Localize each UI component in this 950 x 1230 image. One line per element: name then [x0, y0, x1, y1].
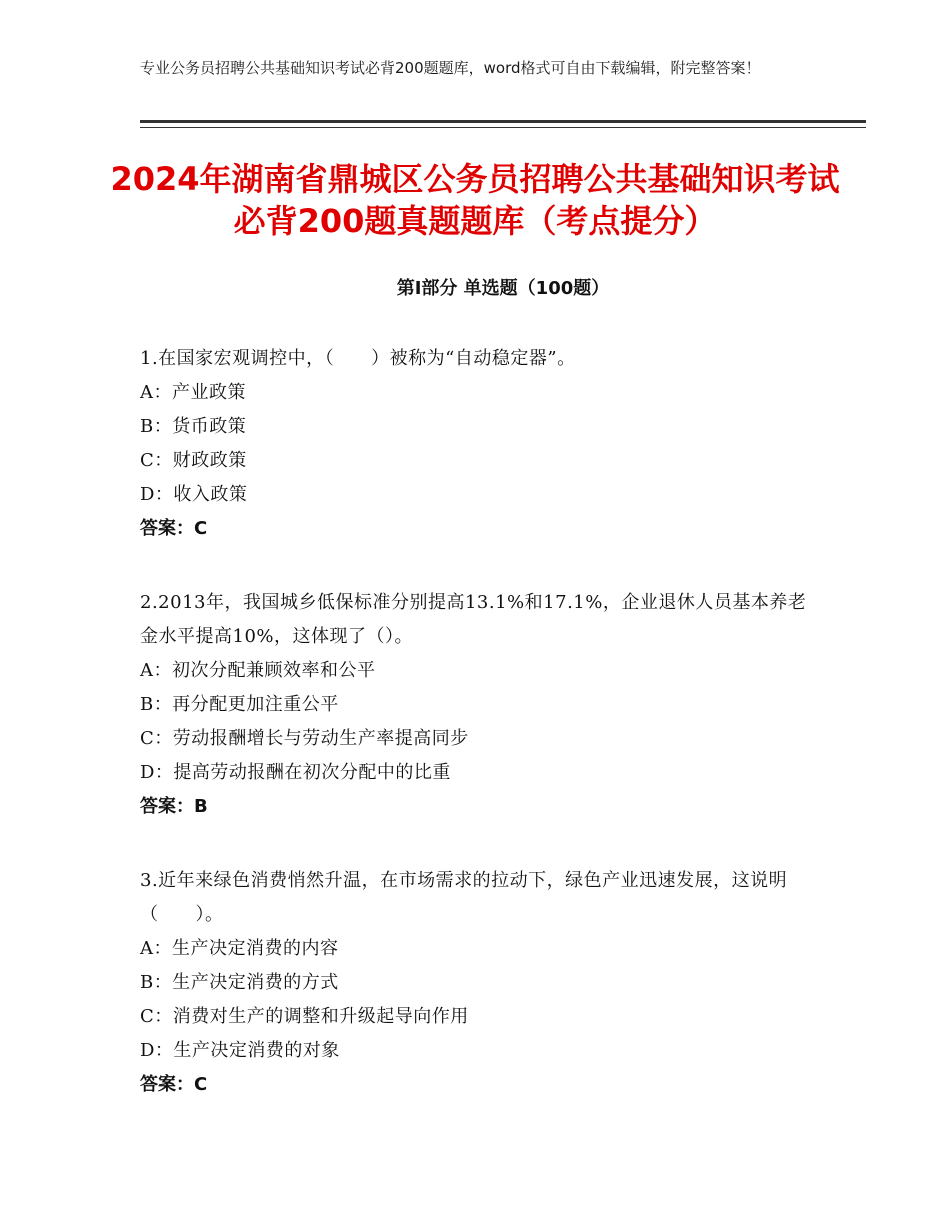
- option-d: D：收入政策: [140, 484, 248, 505]
- question-stem: 3.近年来绿色消费悄然升温，在市场需求的拉动下，绿色产业迅速发展，这说明（ ）。: [140, 870, 788, 925]
- header-note: 专业公务员招聘公共基础知识考试必背200题题库，word格式可自由下载编辑，附完整答案！: [140, 59, 761, 77]
- option-a: A：产业政策: [140, 382, 246, 403]
- option-d: D：生产决定消费的对象: [140, 1040, 340, 1061]
- question-stem: 1.在国家宏观调控中，（ ）被称为“自动稳定器”。: [140, 348, 576, 369]
- header-rule-thick: [140, 120, 866, 123]
- question-list: [140, 342, 820, 1142]
- answer: 答案：C: [140, 518, 208, 539]
- option-b: B：生产决定消费的方式: [140, 972, 339, 993]
- answer: 答案：C: [140, 1074, 208, 1095]
- question-stem: 2.2013年，我国城乡低保标准分别提高13.1%和17.1%，企业退休人员基本养老金水平提高10%，这体现了（）。: [140, 592, 807, 647]
- question-2: [140, 586, 820, 824]
- option-c: C：劳动报酬增长与劳动生产率提高同步: [140, 728, 469, 749]
- option-a: A：生产决定消费的内容: [140, 938, 339, 959]
- answer: 答案：B: [140, 796, 208, 817]
- header-rule-thin: [140, 127, 866, 128]
- document-title: 2024年湖南省鼎城区公务员招聘公共基础知识考试必背200题真题题库（考点提分）: [110, 160, 840, 240]
- section-title: 第Ⅰ部分 单选题（100题）: [396, 278, 610, 299]
- option-c: C：财政政策: [140, 450, 247, 471]
- option-d: D：提高劳动报酬在初次分配中的比重: [140, 762, 451, 783]
- option-a: A：初次分配兼顾效率和公平: [140, 660, 376, 681]
- question-1: [140, 342, 820, 546]
- option-b: B：货币政策: [140, 416, 247, 437]
- option-c: C：消费对生产的调整和升级起导向作用: [140, 1006, 469, 1027]
- question-3: [140, 864, 820, 1102]
- option-b: B：再分配更加注重公平: [140, 694, 339, 715]
